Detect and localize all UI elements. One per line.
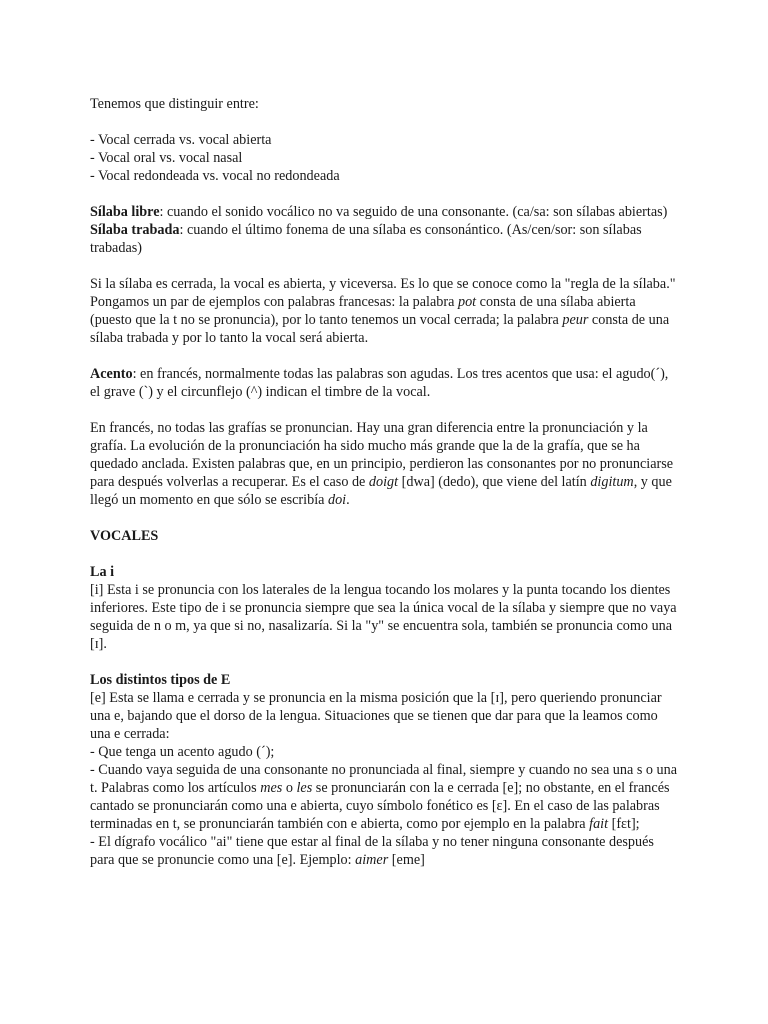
tipos-e-bullet [90, 761, 680, 833]
acento-text: : en francés, normalmente todas las palabras son agudas. Los tres acentos que usa: el agudo(´), el grave (`) y el circunflejo (^) indican el timbre de la vocal. [90, 366, 669, 400]
tipos-e-text: [fɛt]; [608, 816, 640, 832]
subheading-la-i: La i [90, 564, 115, 580]
document-body [90, 95, 680, 869]
example-word: pot [457, 294, 477, 310]
tipos-e-text: o [282, 780, 297, 796]
acento-term: Acento [90, 366, 133, 382]
example-word: fait [589, 816, 609, 832]
acento-paragraph [90, 365, 680, 401]
regla-text: consta de una sílaba trabada y por lo tanto la vocal será abierta. [90, 312, 670, 346]
grafias-text: , y que llegó un momento en que sólo se escribía [90, 474, 672, 508]
tipos-e-paragraph: [e] Esta se llama e cerrada y se pronuncia en la misma posición que la [ɪ], pero queriendo pronunciar una e, bajando que el dorso de la lengua. Situaciones que se tienen que dar para que la leamos como una e cerrada: [90, 690, 662, 742]
tipos-e-bullet: - Que tenga un acento agudo (´); [90, 744, 275, 760]
example-word: digitum [590, 474, 634, 490]
silaba-trabada-text: : cuando el último fonema de una sílaba es consonántico. (As/cen/sor: son sílabas trabadas) [90, 222, 642, 256]
subheading-tipos-e: Los distintos tipos de E [90, 672, 231, 688]
grafias-text: En francés, no todas las grafías se pronuncian. Hay una gran diferencia entre la pronunciación y la grafía. La evolución de la pronunciación ha sido mucho más grande que la de la grafía, que se ha quedado anclada. Existen palabras que, en un principio, perdieron las consonantes por no pronunciarse para después volverlas a recuperar. Es el caso de [90, 420, 674, 490]
list-item: - Vocal cerrada vs. vocal abierta [90, 132, 272, 148]
list-item: - Vocal redondeada vs. vocal no redondeada [90, 168, 340, 184]
tipos-e-text: [eme] [388, 852, 425, 868]
example-word: les [296, 780, 313, 796]
example-word: aimer [355, 852, 389, 868]
la-i-paragraph: [i] Esta i se pronuncia con los laterales de la lengua tocando los molares y la punta tocando los dientes inferiores. Este tipo de i se pronuncia siempre que sea la única vocal de la sílaba y siempre que no vaya seguida de n o m, ya que si no, nasalizaría. Si la "y" se encuentra sola, también se pronuncia como una [ɪ]. [90, 582, 677, 652]
tipos-e-text: - El dígrafo vocálico "ai" tiene que estar al final de la sílaba y no tener ninguna consonante después para que se pronuncie como una [e]. Ejemplo: [90, 834, 654, 868]
intro-text: Tenemos que distinguir entre: [90, 96, 259, 112]
tipos-e-text: - Cuando vaya seguida de una consonante no pronunciada al final, siempre y cuando no sea una s o una t. Palabras como los artículos [90, 762, 678, 796]
regla-text: Si la sílaba es cerrada, la vocal es abierta, y viceversa. Es lo que se conoce como la "regla de la sílaba." Pongamos un par de ejemplos con palabras francesas: la palabra [90, 276, 676, 310]
tipos-e-text: se pronunciarán con la e cerrada [e]; no obstante, en el francés cantado se pronunciarán como una e abierta, cuyo símbolo fonético es [ɛ]. En el caso de las palabras terminadas en t, se pronunciarán también con e abierta, como por ejemplo en la palabra [90, 780, 670, 832]
silaba-libre-paragraph [90, 203, 680, 221]
grafias-text: [dwa] (dedo), que viene del latín [398, 474, 591, 490]
grafias-text: . [346, 492, 350, 508]
grafias-paragraph [90, 419, 680, 509]
example-word: doigt [368, 474, 399, 490]
list-item: - Vocal oral vs. vocal nasal [90, 150, 243, 166]
silaba-libre-term: Sílaba libre [90, 204, 160, 220]
silaba-libre-text: : cuando el sonido vocálico no va seguido de una consonante. (ca/sa: son sílabas abiertas) [159, 204, 668, 220]
regla-paragraph [90, 275, 680, 347]
example-word: doi [327, 492, 347, 508]
example-word: mes [260, 780, 283, 796]
section-heading-vocales: VOCALES [90, 528, 159, 544]
silaba-trabada-term: Sílaba trabada [90, 222, 180, 238]
silaba-trabada-paragraph [90, 221, 680, 257]
tipos-e-bullet [90, 833, 680, 869]
regla-text: consta de una sílaba abierta (puesto que la t no se pronuncia), por lo tanto tenemos un vocal cerrada; la palabra [90, 294, 636, 328]
example-word: peur [562, 312, 589, 328]
